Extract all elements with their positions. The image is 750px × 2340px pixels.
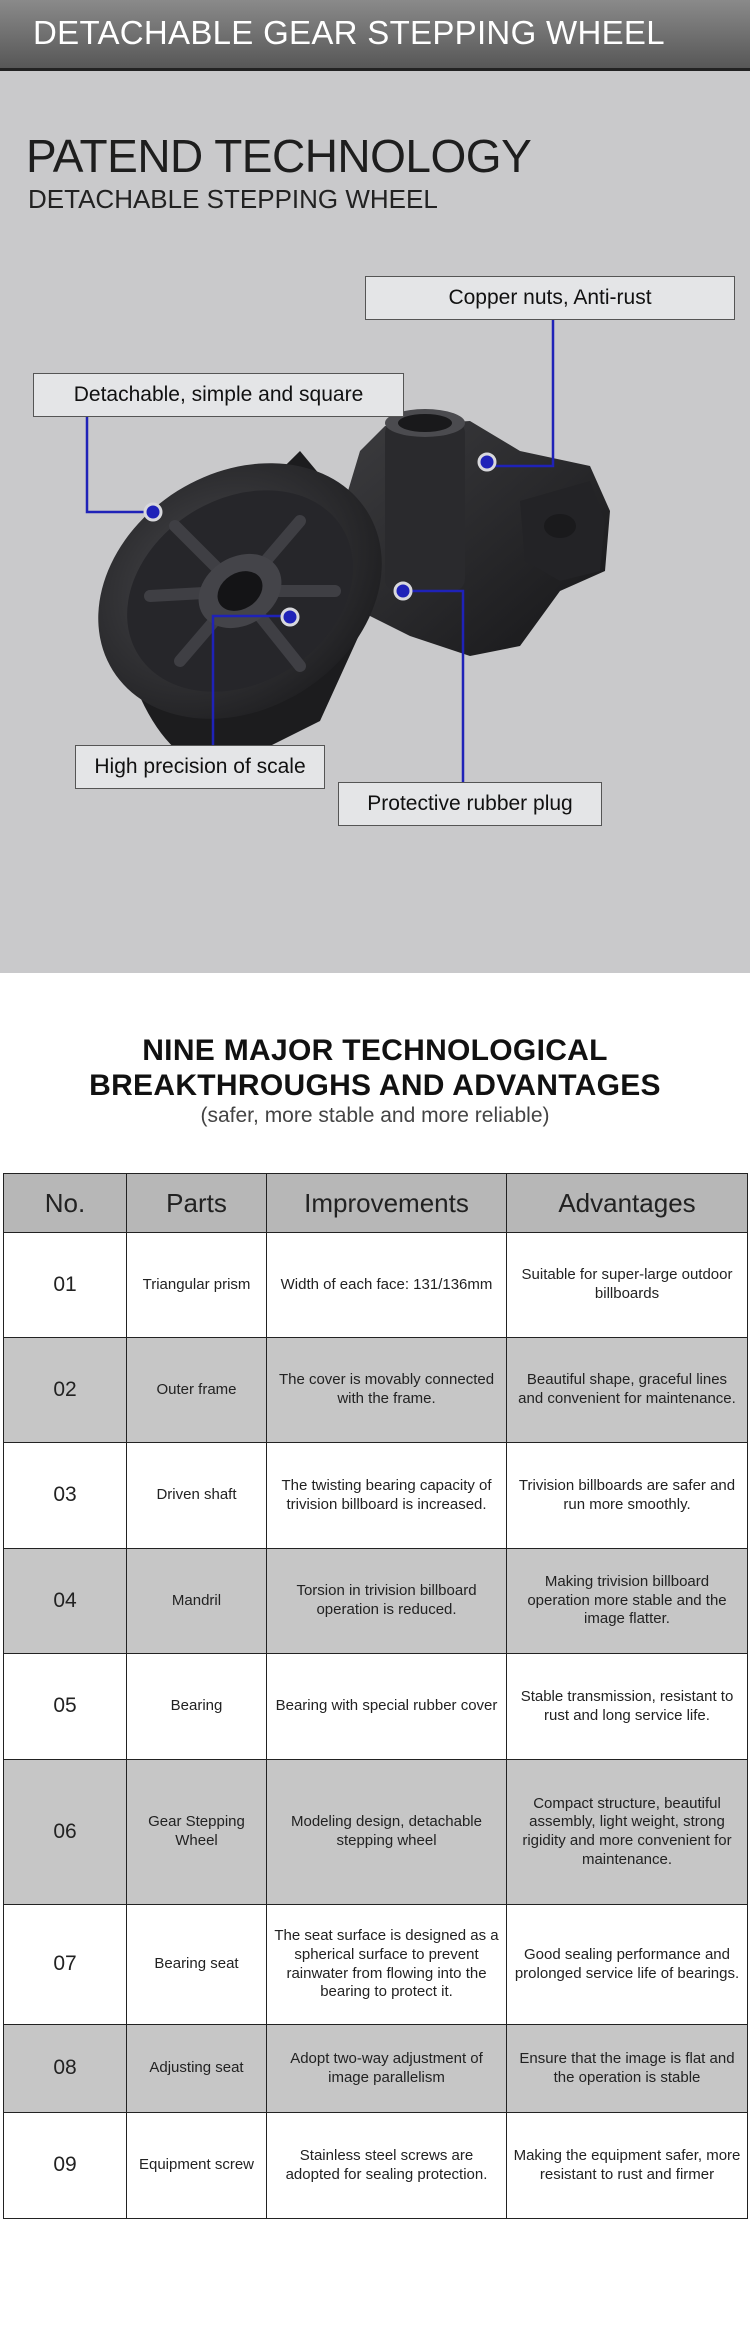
row-advantage: Trivision billboards are safer and run more smoothly. xyxy=(507,1443,748,1549)
row-improvement: Modeling design, detachable stepping wheel xyxy=(267,1760,507,1905)
table-row xyxy=(4,1760,748,1905)
row-no: 02 xyxy=(4,1338,127,1443)
table-header-row xyxy=(4,1174,748,1233)
table-row xyxy=(4,1233,748,1338)
row-part: Adjusting seat xyxy=(127,2025,267,2113)
row-improvement: Bearing with special rubber cover xyxy=(267,1654,507,1760)
row-no: 01 xyxy=(4,1233,127,1338)
header-improvements: Improvements xyxy=(267,1174,507,1233)
row-advantage: Making the equipment safer, more resistant to rust and firmer xyxy=(507,2113,748,2219)
table-row xyxy=(4,1654,748,1760)
row-advantage: Beautiful shape, graceful lines and convenient for maintenance. xyxy=(507,1338,748,1443)
row-improvement: The seat surface is designed as a spherical surface to prevent rainwater from flowing into the bearing to protect it. xyxy=(267,1905,507,2025)
row-advantage: Good sealing performance and prolonged service life of bearings. xyxy=(507,1905,748,2025)
hero-title: PATEND TECHNOLOGY xyxy=(26,130,532,182)
row-advantage: Stable transmission, resistant to rust and long service life. xyxy=(507,1654,748,1760)
row-part: Gear Stepping Wheel xyxy=(127,1760,267,1905)
table-row xyxy=(4,2025,748,2113)
table-row xyxy=(4,1443,748,1549)
banner-title: DETACHABLE GEAR STEPPING WHEEL xyxy=(33,14,665,51)
row-no: 09 xyxy=(4,2113,127,2219)
section-heading-line-1: NINE MAJOR TECHNOLOGICAL xyxy=(142,1034,608,1067)
row-advantage: Making trivision billboard operation more stable and the image flatter. xyxy=(507,1549,748,1654)
callout-copper-nuts: Copper nuts, Anti-rust xyxy=(365,276,735,320)
gear-stepping-wheel-image xyxy=(0,71,750,973)
table-row xyxy=(4,1549,748,1654)
row-advantage: Suitable for super-large outdoor billboards xyxy=(507,1233,748,1338)
header-parts: Parts xyxy=(127,1174,267,1233)
row-improvement: The twisting bearing capacity of trivision billboard is increased. xyxy=(267,1443,507,1549)
row-part: Bearing seat xyxy=(127,1905,267,2025)
table-row xyxy=(4,2113,748,2219)
row-no: 03 xyxy=(4,1443,127,1549)
header-advantages: Advantages xyxy=(507,1174,748,1233)
row-no: 06 xyxy=(4,1760,127,1905)
table-row xyxy=(4,1338,748,1443)
row-no: 08 xyxy=(4,2025,127,2113)
row-part: Equipment screw xyxy=(127,2113,267,2219)
row-no: 07 xyxy=(4,1905,127,2025)
row-improvement: The cover is movably connected with the frame. xyxy=(267,1338,507,1443)
callout-detachable: Detachable, simple and square xyxy=(33,373,404,417)
row-improvement: Stainless steel screws are adopted for sealing protection. xyxy=(267,2113,507,2219)
table-row xyxy=(4,1905,748,2025)
row-part: Triangular prism xyxy=(127,1233,267,1338)
row-no: 05 xyxy=(4,1654,127,1760)
top-banner xyxy=(0,0,750,71)
row-part: Outer frame xyxy=(127,1338,267,1443)
advantages-table xyxy=(3,1173,748,2219)
row-improvement: Torsion in trivision billboard operation is reduced. xyxy=(267,1549,507,1654)
row-part: Mandril xyxy=(127,1549,267,1654)
section-subheading: (safer, more stable and more reliable) xyxy=(200,1104,550,1127)
row-improvement: Width of each face: 131/136mm xyxy=(267,1233,507,1338)
row-advantage: Compact structure, beautiful assembly, light weight, strong rigidity and more convenient for maintenance. xyxy=(507,1760,748,1905)
callout-high-precision: High precision of scale xyxy=(75,745,325,789)
row-advantage: Ensure that the image is flat and the operation is stable xyxy=(507,2025,748,2113)
hero-subtitle: DETACHABLE STEPPING WHEEL xyxy=(28,184,438,214)
row-no: 04 xyxy=(4,1549,127,1654)
hero-section xyxy=(0,71,750,973)
header-no: No. xyxy=(4,1174,127,1233)
row-part: Bearing xyxy=(127,1654,267,1760)
section-heading-line-2: BREAKTHROUGHS AND ADVANTAGES xyxy=(89,1069,661,1102)
row-improvement: Adopt two-way adjustment of image parallelism xyxy=(267,2025,507,2113)
callout-rubber-plug: Protective rubber plug xyxy=(338,782,602,826)
row-part: Driven shaft xyxy=(127,1443,267,1549)
